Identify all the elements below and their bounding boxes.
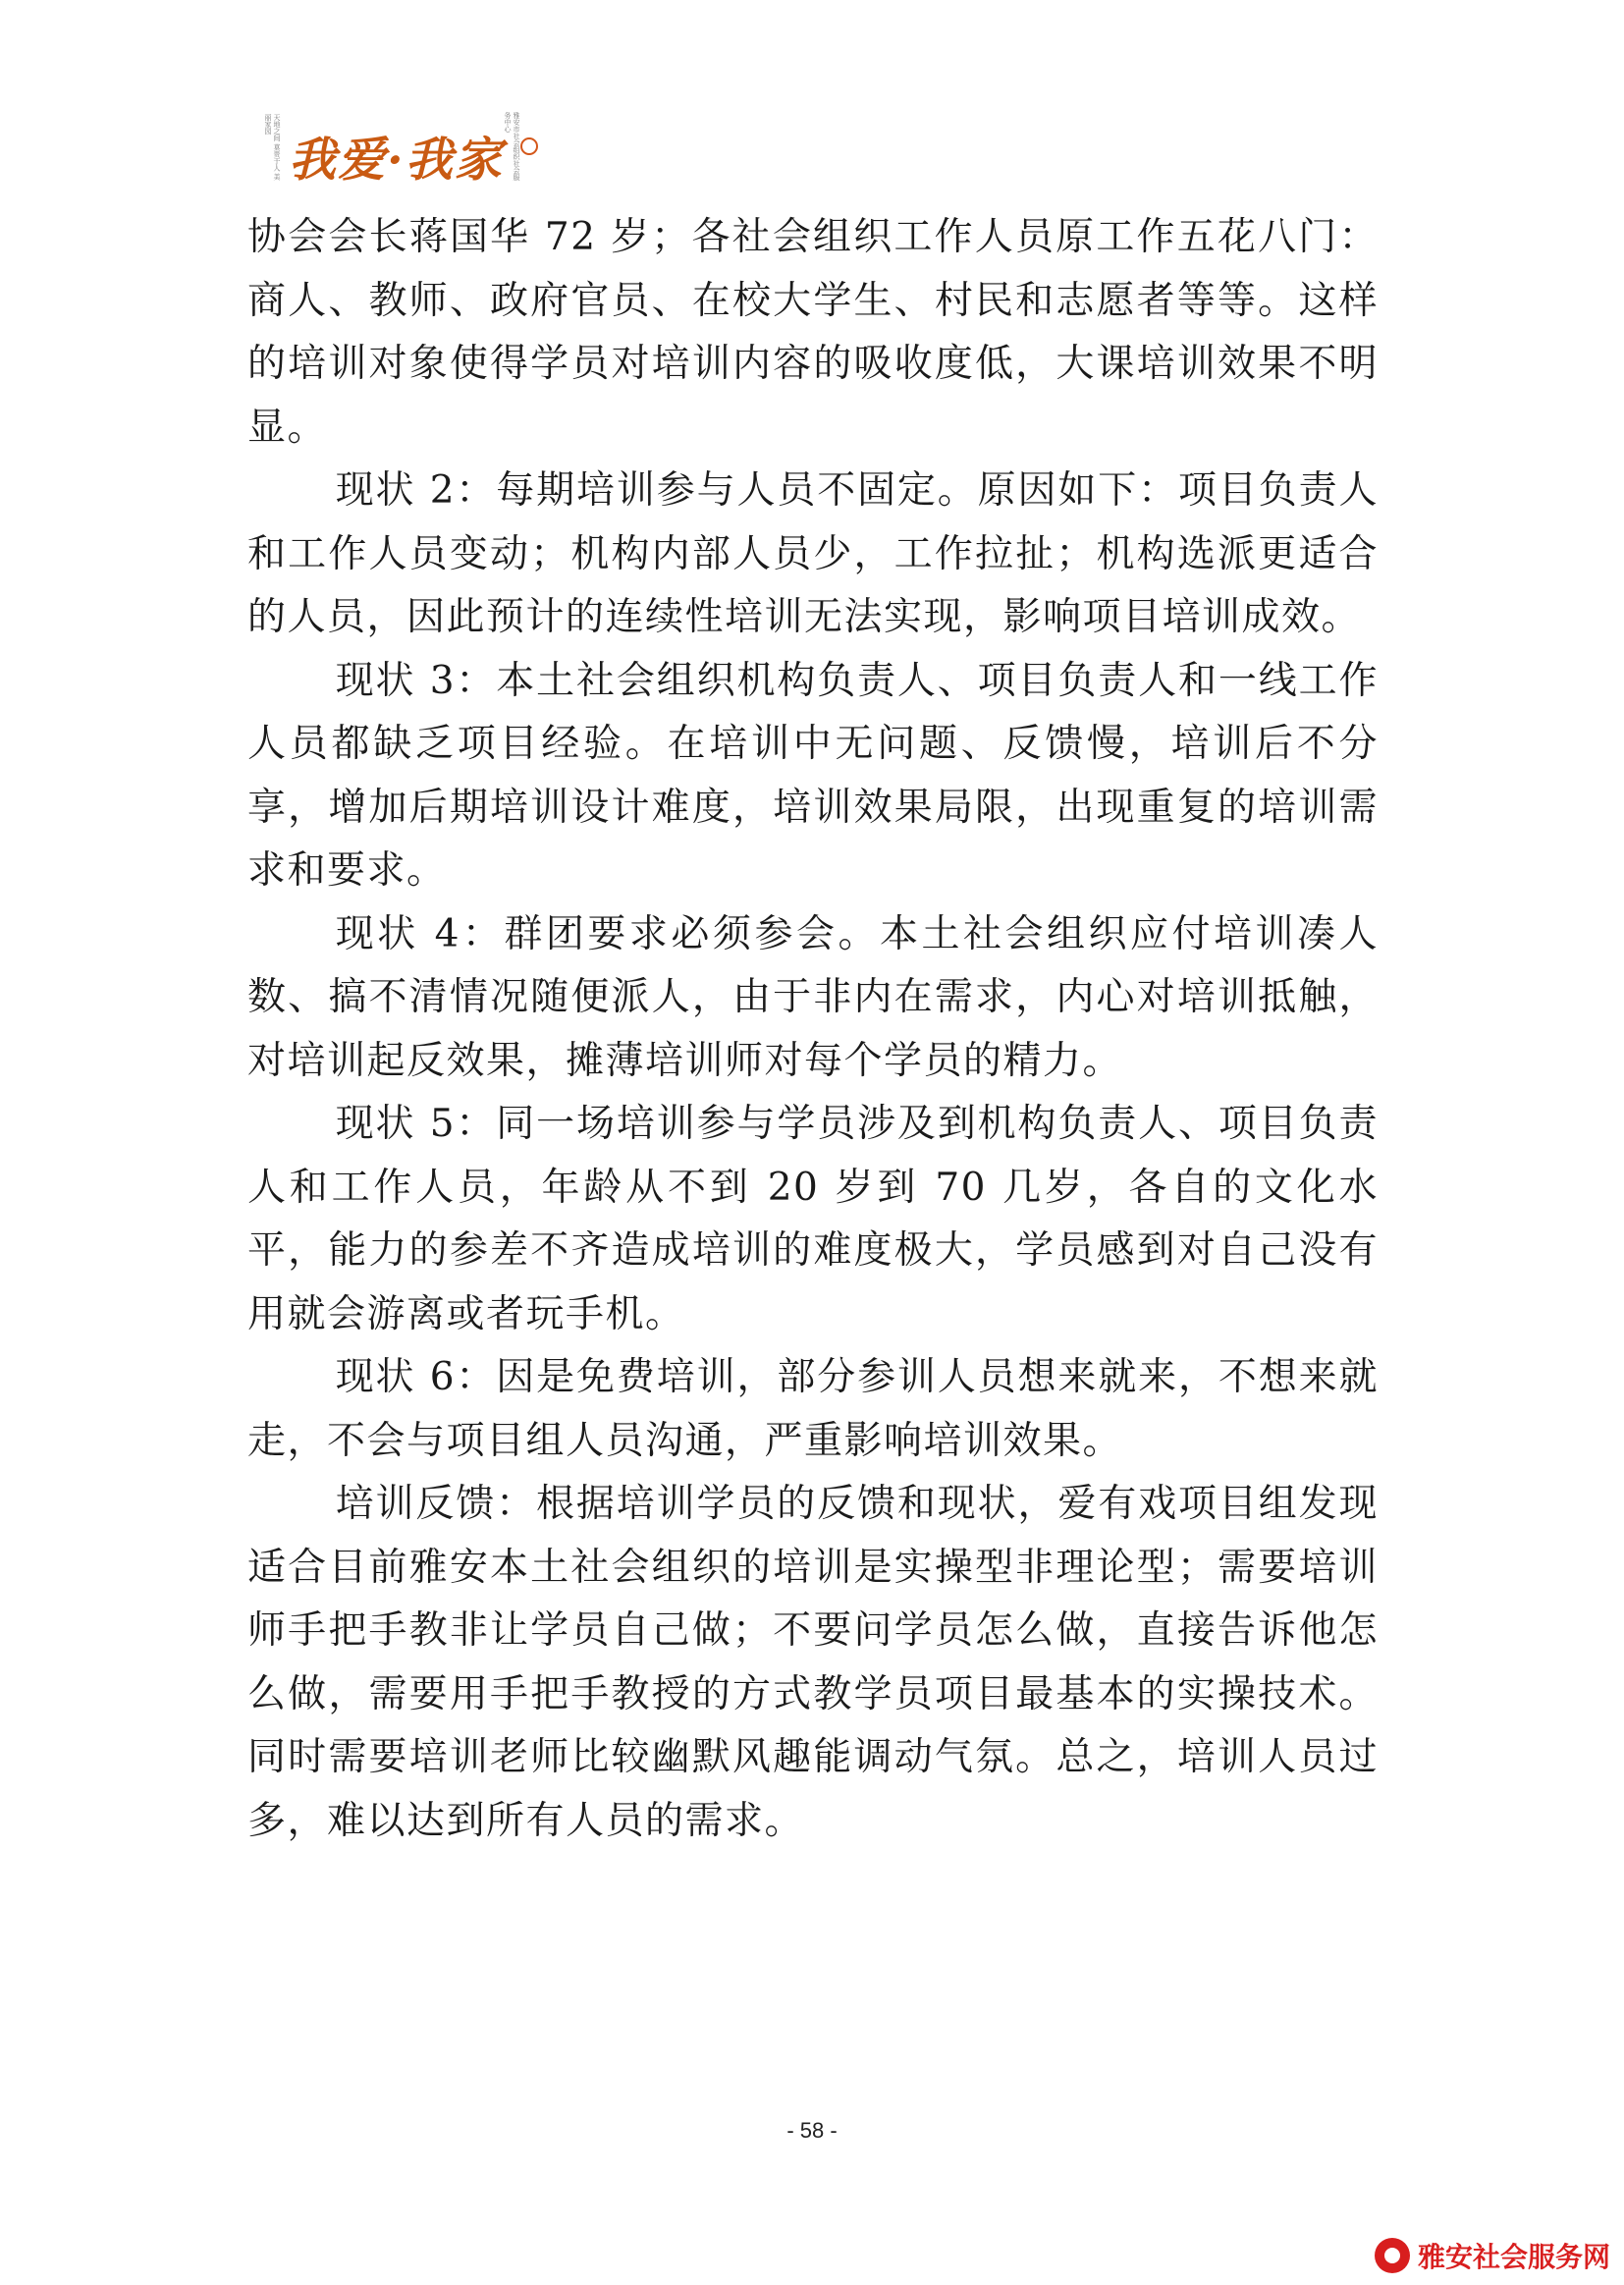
logo-left-small-text: 天地之间 莫贵于人 美丽家园 bbox=[264, 114, 281, 181]
paragraph-status-2: 现状 2：每期培训参与人员不固定。原因如下：项目负责人和工作人员变动；机构内部人员少，工作拉扯；机构选派更适合的人员，因此预计的连续性培训无法实现，影响项目培训成效。 bbox=[247, 468, 1379, 639]
paragraph-training-feedback: 培训反馈：根据培训学员的反馈和现状，爱有戏项目组发现适合目前雅安本土社会组织的培训是实操型非理论型；需要培训师手把手教非让学员自己做；不要问学员怎么做，直接告诉他怎么做，需要用手把手教授的方式教学员项目最基本的实操技术。同时需要培训老师比较幽默风趣能调动气氛。总之，培训人员过多，难以达到所有人员的需求。 bbox=[247, 1482, 1379, 1843]
heart-logo-icon bbox=[1375, 2238, 1410, 2273]
logo-heart-icon bbox=[520, 137, 538, 155]
header-logo bbox=[244, 108, 538, 187]
document-body bbox=[247, 206, 1379, 1853]
paragraph-status-6: 现状 6：因是免费培训，部分参训人员想来就来，不想来就走，不会与项目组人员沟通，严重影响培训效果。 bbox=[247, 1355, 1379, 1463]
paragraph-continuation: 协会会长蒋国华 72 岁；各社会组织工作人员原工作五花八门：商人、教师、政府官员、在校大学生、村民和志愿者等等。这样的培训对象使得学员对培训内容的吸收度低，大课培训效果不明显。 bbox=[247, 215, 1379, 450]
watermark-text: 雅安社会服务网 bbox=[1417, 2241, 1610, 2273]
site-watermark bbox=[1375, 2234, 1610, 2277]
paragraph-status-4: 现状 4：群团要求必须参会。本土社会组织应付培训凑人数、搞不清情况随便派人，由于非内在需求，内心对培训抵触，对培训起反效果，摊薄培训师对每个学员的精力。 bbox=[247, 911, 1379, 1083]
logo-right-small-text: 雅安市社会组织社会服务中心 bbox=[504, 112, 520, 181]
page-number: - 58 - bbox=[786, 2118, 838, 2143]
paragraph-status-5: 现状 5：同一场培训参与学员涉及到机构负责人、项目负责人和工作人员，年龄从不到 20 岁到 70 几岁，各自的文化水平，能力的参差不齐造成培训的难度极大，学员感到对自己没有用就会游离或者玩手机。 bbox=[247, 1102, 1379, 1336]
logo-title: 我爱·我家 bbox=[289, 133, 504, 188]
paragraph-status-3: 现状 3：本土社会组织机构负责人、项目负责人和一线工作人员都缺乏项目经验。在培训中无问题、反馈慢，培训后不分享，增加后期培训设计难度，培训效果局限，出现重复的培训需求和要求。 bbox=[247, 658, 1379, 893]
